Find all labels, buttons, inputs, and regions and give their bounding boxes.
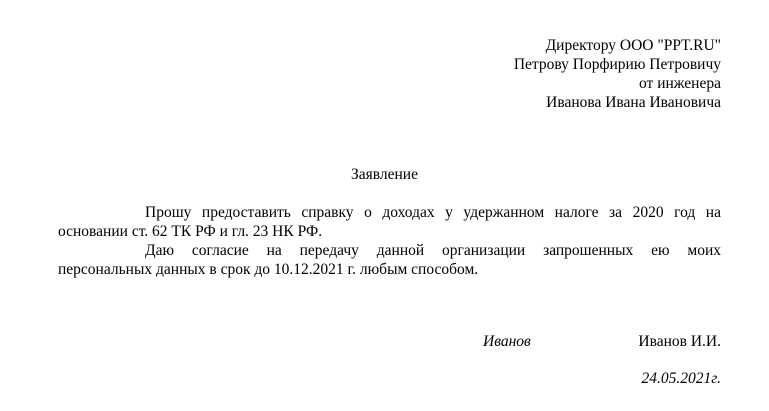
paragraph-consent <box>58 241 721 279</box>
paragraph-request <box>58 203 721 241</box>
addressee-name-line: Петрову Порфирию Петровичу <box>513 56 721 73</box>
document-date: 24.05.2021г. <box>641 370 721 387</box>
sender-position-line: от инженера <box>639 75 721 92</box>
paragraph-request-line-1: Прошу предоставить справку о доходах у удержанном налоге за 2020 год на <box>145 204 721 221</box>
document-body <box>58 203 721 279</box>
sender-name-line: Иванова Ивана Ивановича <box>546 94 721 111</box>
paragraph-consent-line-1: Даю согласие на передачу данной организации запрошенных ею моих <box>145 242 721 259</box>
addressee-director-line: Директору ООО "PPT.RU" <box>545 37 721 54</box>
paragraph-consent-line-2: персональных данных в срок до 10.12.2021 г. любым способом. <box>58 261 479 278</box>
signatory-name: Иванов И.И. <box>638 333 721 350</box>
paragraph-request-line-2: основании ст. 62 ТК РФ и гл. 23 НК РФ. <box>58 223 323 240</box>
addressee-block <box>514 36 721 112</box>
document-title: Заявление <box>351 166 418 183</box>
handwritten-signature: Иванов <box>483 333 531 350</box>
